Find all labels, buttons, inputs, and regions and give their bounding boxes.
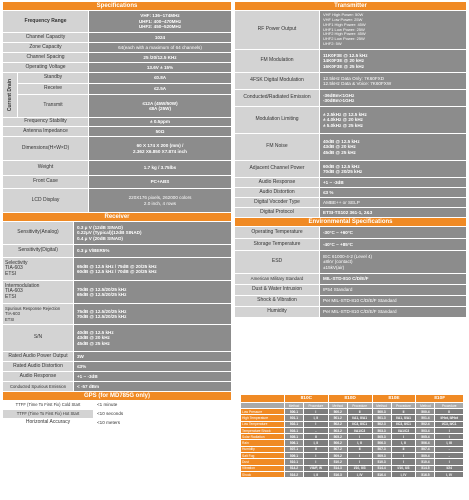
spec-label: ESD bbox=[235, 251, 319, 273]
spec-row bbox=[3, 281, 231, 303]
table-cell: 509.4 bbox=[416, 453, 435, 459]
spec-label: Sensitivity(Analog) bbox=[3, 222, 73, 244]
spec-label: TTFF (Time To First Fix) Cold Start bbox=[3, 401, 93, 409]
spec-label: Rated Audio Distortion bbox=[3, 362, 73, 371]
table-cell: I/C3, II/C1 bbox=[347, 421, 372, 427]
table-cell: I, IV bbox=[391, 471, 416, 477]
table-cell: I/Hot, II/Hot bbox=[435, 415, 464, 421]
table-cell: 502.2 bbox=[328, 421, 347, 427]
table-cell: II bbox=[304, 434, 329, 440]
table-cell: I, IV bbox=[347, 471, 372, 477]
spec-value: 60dB @ 12.5 kHz 70dB @ 20/25 kHz bbox=[320, 161, 466, 177]
spec-row bbox=[3, 222, 231, 244]
spec-label: Frequency Range bbox=[3, 11, 88, 32]
spec-row bbox=[235, 296, 466, 306]
table-cell: I, II bbox=[304, 415, 329, 421]
table-cell: 516.2 bbox=[285, 471, 304, 477]
table-cell: I bbox=[304, 453, 329, 459]
spec-value: VHF: 136~174MHz UHF1: 400~470MHz UHF2: 450~520MHz bbox=[89, 11, 231, 32]
table-cell: - bbox=[435, 453, 464, 459]
spec-label: Audio Distortion bbox=[235, 188, 319, 197]
table-cell: 507.2 bbox=[328, 446, 347, 452]
spec-value: Per MIL-STD-810 C/D/E/F Standard bbox=[320, 296, 466, 306]
spec-label: Digital Protocol bbox=[235, 208, 319, 217]
table-cell: 501.3 bbox=[372, 415, 391, 421]
table-row-label: Temperature Shock bbox=[241, 427, 285, 433]
table-column-header: 810F bbox=[416, 395, 464, 403]
spec-row bbox=[235, 107, 466, 133]
spec-label: Channel Spacing bbox=[3, 53, 88, 62]
spec-label: Zone Capacity bbox=[3, 43, 88, 52]
spec-value: 0.3 μ V (12dB SINAD) 0.22μV (Typical)(12dB SINAD) 0.4 μ V (20dB SINAD) bbox=[74, 222, 231, 244]
spec-row bbox=[235, 50, 466, 72]
spec-label: Selectivity TIA-603 ETSI bbox=[3, 258, 73, 280]
spec-row bbox=[3, 127, 231, 136]
spec-label: Humidity bbox=[235, 307, 319, 317]
table-cell: II bbox=[347, 446, 372, 452]
spec-value: AMBE++ or SELP bbox=[320, 198, 466, 207]
spec-label: Operating Temperature bbox=[235, 227, 319, 238]
spec-row bbox=[3, 382, 231, 391]
table-subheader: Procedure bbox=[435, 403, 464, 409]
table-cell: 500.2 bbox=[328, 409, 347, 415]
spec-label: Storage Temperature bbox=[235, 239, 319, 250]
spec-label: Dust & Water Intrusion bbox=[235, 285, 319, 295]
spec-row bbox=[235, 188, 466, 197]
spec-value: 75dB @ 12.5/20/25 kHz 70dB @ 12.5/20/25 kHz bbox=[74, 304, 231, 324]
table-row-label: Salt Fog bbox=[241, 453, 285, 459]
spec-label: Front Case bbox=[3, 176, 88, 188]
spec-row bbox=[235, 11, 466, 49]
spec-row bbox=[3, 410, 231, 418]
spec-value: ≤3 % bbox=[320, 188, 466, 197]
table-cell: I bbox=[435, 459, 464, 465]
spec-row bbox=[3, 43, 231, 52]
spec-row bbox=[3, 245, 231, 257]
spec-label: American Military Standard bbox=[235, 274, 319, 284]
table-cell: 514.4 bbox=[372, 465, 391, 471]
table-cell: I bbox=[347, 459, 372, 465]
transmit-value: ≤12A (45W/50W) ≤8A (25W) bbox=[89, 95, 231, 117]
spec-value: 1024 bbox=[89, 33, 231, 42]
table-cell: I/A1, II/A1 bbox=[347, 415, 372, 421]
table-cell: 516.5 bbox=[416, 471, 435, 477]
spec-label: Adjacent Channel Power bbox=[235, 161, 319, 177]
spec-label: S/N bbox=[3, 325, 73, 351]
spec-value: 50Ω bbox=[89, 127, 231, 136]
table-cell: I, III bbox=[435, 440, 464, 446]
table-cell: II bbox=[347, 409, 372, 415]
table-cell: 502.4 bbox=[416, 421, 435, 427]
table-header-row bbox=[241, 395, 464, 403]
spec-label: FM Noise bbox=[235, 134, 319, 160]
spec-label: Rated Audio Power Output bbox=[3, 352, 73, 361]
table-subheader: Method bbox=[328, 403, 347, 409]
table-cell: I bbox=[435, 434, 464, 440]
specifications-header: Specifications bbox=[3, 2, 231, 10]
spec-row bbox=[3, 189, 231, 212]
table-cell: I bbox=[435, 427, 464, 433]
table-cell: I bbox=[347, 453, 372, 459]
transmitter-header: Transmitter bbox=[235, 2, 466, 10]
table-cell: II bbox=[304, 446, 329, 452]
table-cell: 500.4 bbox=[416, 409, 435, 415]
spec-value: 60 X 174 X 200 (mm) / 2.362 X6.850 X7.874 inch bbox=[89, 137, 231, 160]
spec-row bbox=[3, 161, 231, 175]
spec-label: Spurious Response Rejection TIA-603 ETSI bbox=[3, 304, 73, 324]
table-cell: 501.1 bbox=[285, 415, 304, 421]
table-cell: 510.3 bbox=[372, 459, 391, 465]
table-cell: I bbox=[391, 434, 416, 440]
mil-std-table bbox=[240, 394, 464, 478]
spec-value: <10 meters bbox=[94, 419, 231, 427]
table-row-label: Solar Radiation bbox=[241, 434, 285, 440]
table-cell: 506.3 bbox=[372, 440, 391, 446]
left-spec-column bbox=[3, 2, 231, 428]
spec-row bbox=[235, 208, 466, 217]
spec-row bbox=[235, 285, 466, 295]
spec-row bbox=[3, 372, 231, 381]
spec-label: Weight bbox=[3, 161, 88, 175]
spec-value: 65dB @ 12.5 kHz / 75dB @ 20/25 kHz 60dB @ 12.5 kHz / 70dB @ 20/25 kHz bbox=[74, 258, 231, 280]
spec-label: Horizontal Accuracy bbox=[3, 419, 93, 427]
spec-row bbox=[3, 325, 231, 351]
table-row-label: Rain bbox=[241, 440, 285, 446]
table-cell: I/24 bbox=[435, 465, 464, 471]
table-subheader: Method bbox=[285, 403, 304, 409]
spec-value: +1 ~ -3dB bbox=[320, 178, 466, 187]
table-cell: 509.3 bbox=[372, 453, 391, 459]
table-cell: 505.4 bbox=[416, 434, 435, 440]
table-cell: 510.1 bbox=[285, 459, 304, 465]
table-cell: 503.4 bbox=[416, 427, 435, 433]
environmental-header: Environmental Specifications bbox=[235, 218, 466, 226]
receive-value: ≤2.5A bbox=[89, 84, 231, 94]
table-row-label: High Temperature bbox=[241, 415, 285, 421]
table-cell: 516.4 bbox=[372, 471, 391, 477]
spec-row bbox=[235, 251, 466, 273]
table-cell: 510.4 bbox=[416, 459, 435, 465]
spec-row bbox=[3, 401, 231, 409]
spec-value: 40dB @ 12.5 kHz 43dB @ 20 kHz 45dB @ 25 kHz bbox=[320, 134, 466, 160]
table-row-label: Low Pressure bbox=[241, 409, 285, 415]
table-cell: 501.4 bbox=[416, 415, 435, 421]
spec-row bbox=[235, 227, 466, 238]
spec-label: Shock & Vibration bbox=[235, 296, 319, 306]
spec-label: Intermodulation TIA-603 ETSI bbox=[3, 281, 73, 303]
spec-row bbox=[235, 90, 466, 106]
right-spec-column bbox=[235, 2, 466, 318]
spec-row bbox=[235, 307, 466, 317]
spec-row bbox=[235, 178, 466, 187]
table-cell: 505.3 bbox=[372, 434, 391, 440]
spec-label: Antenna Impedance bbox=[3, 127, 88, 136]
spec-row bbox=[3, 362, 231, 371]
spec-value: 220X176 pixels, 262000 colors 2.0 inch, 4 rows bbox=[89, 189, 231, 212]
spec-value: 1.7 kg / 3.75lbs bbox=[89, 161, 231, 175]
spec-row bbox=[235, 161, 466, 177]
table-cell: 507.1 bbox=[285, 446, 304, 452]
table-cell: I bbox=[304, 421, 329, 427]
spec-row bbox=[3, 33, 231, 42]
gps-header: GPS (for MD785G only) bbox=[3, 392, 231, 400]
spec-row bbox=[235, 134, 466, 160]
spec-value: IP54 Standard bbox=[320, 285, 466, 295]
table-column-header: 810C bbox=[285, 395, 329, 403]
spec-value: 64(each with a maximum of 64 channels) bbox=[89, 43, 231, 52]
spec-label: Frequency Stability bbox=[3, 118, 88, 126]
spec-row bbox=[3, 11, 231, 32]
table-cell: 506.1 bbox=[285, 440, 304, 446]
table-cell: 509.1 bbox=[285, 453, 304, 459]
spec-label: RF Power Output bbox=[235, 11, 319, 49]
spec-value: Per MIL-STD-810 C/D/E/F Standard bbox=[320, 307, 466, 317]
table-cell: I/10, II/3 bbox=[347, 465, 372, 471]
table-cell: I bbox=[391, 453, 416, 459]
standby-value: ≤0.8A bbox=[89, 73, 231, 83]
table-cell: II bbox=[391, 409, 416, 415]
table-row-label: Humidity bbox=[241, 446, 285, 452]
table-subheader: Method bbox=[372, 403, 391, 409]
table-cell: I/C3, II/C1 bbox=[435, 421, 464, 427]
spec-label: Digital Vocoder Type bbox=[235, 198, 319, 207]
spec-label: 4FSK Digital Modulation bbox=[235, 73, 319, 89]
table-cell: 507.4 bbox=[416, 446, 435, 452]
receive-label: Receive bbox=[18, 84, 88, 94]
table-cell: I, IV bbox=[435, 471, 464, 477]
spec-row bbox=[3, 352, 231, 361]
table-cell: I bbox=[304, 409, 329, 415]
spec-label: Operating Voltage bbox=[3, 63, 88, 72]
spec-label: TTFF (Time To First Fix) Hot Start bbox=[3, 410, 93, 418]
spec-row bbox=[235, 239, 466, 250]
spec-label: Audio Response bbox=[235, 178, 319, 187]
spec-value: 0.3 μ V/BER5% bbox=[74, 245, 231, 257]
table-cell: VIII/F, W bbox=[304, 465, 329, 471]
spec-label: Modulation Limiting bbox=[235, 107, 319, 133]
table-cell: 502.3 bbox=[372, 421, 391, 427]
spec-value: 3W bbox=[74, 352, 231, 361]
table-subheader: Method bbox=[416, 403, 435, 409]
table-cell: II bbox=[391, 446, 416, 452]
table-cell: 514.5 bbox=[416, 465, 435, 471]
spec-value: 12.5kHz Data Only: 7K60FXD 12.5kHz Data & Voice: 7K60FXW bbox=[320, 73, 466, 89]
table-subheader: Procedure bbox=[304, 403, 329, 409]
table-row bbox=[241, 471, 464, 477]
spec-value: 70dB @ 12.5/20/25 kHz 65dB @ 12.5/20/25 kHz bbox=[74, 281, 231, 303]
table-corner-cell bbox=[241, 395, 285, 403]
spec-value: <1 minute bbox=[94, 401, 231, 409]
standby-label: Standby bbox=[18, 73, 88, 83]
table-cell: 514.3 bbox=[328, 465, 347, 471]
spec-row bbox=[3, 53, 231, 62]
spec-row bbox=[235, 198, 466, 207]
spec-value: MIL-STD-810 C/D/E/F bbox=[320, 274, 466, 284]
table-cell: 500.1 bbox=[285, 409, 304, 415]
spec-row bbox=[3, 176, 231, 188]
spec-label: Conducted/Radiated Emission bbox=[235, 90, 319, 106]
table-cell: I bbox=[347, 434, 372, 440]
table-cell: I, II bbox=[347, 440, 372, 446]
spec-label: Sensitivity(Digital) bbox=[3, 245, 73, 257]
table-cell: - bbox=[304, 427, 329, 433]
spec-label: FM Modulation bbox=[235, 50, 319, 72]
spec-value: < -57 dBm bbox=[74, 382, 231, 391]
table-cell: 506.2 bbox=[328, 440, 347, 446]
table-cell: I/A1, II/A1 bbox=[391, 415, 416, 421]
table-cell: 503.3 bbox=[372, 427, 391, 433]
spec-value: VHF High Power: 50W VHF Low Power: 25W UHF1 High Power: 45W UHF1 Low Power: 25W UHF2 High Power: 45W UHF2 Low Power: 25W UHF2: 5W bbox=[320, 11, 466, 49]
spec-value: -30°C ~ +60°C bbox=[320, 227, 466, 238]
table-cell: 501.2 bbox=[328, 415, 347, 421]
table-column-header: 810E bbox=[372, 395, 416, 403]
current-drain-group bbox=[3, 73, 231, 117]
table-cell: 514.2 bbox=[285, 465, 304, 471]
spec-row bbox=[3, 258, 231, 280]
spec-label: Dimensions(H×W×D) bbox=[3, 137, 88, 160]
spec-row bbox=[3, 419, 231, 427]
spec-value: ETSI-TS102 361-1, 2&3 bbox=[320, 208, 466, 217]
spec-value: PC+ABS bbox=[89, 176, 231, 188]
table-cell: 506.4 bbox=[416, 440, 435, 446]
spec-value: IEC 61000-4-2 (Level 4) ±8kV (contact) ±15kV(air) bbox=[320, 251, 466, 273]
table-row-label: Dust bbox=[241, 459, 285, 465]
spec-value: -36dBm<1GHz -30dBm>1GHz bbox=[320, 90, 466, 106]
table-cell: I, II bbox=[391, 440, 416, 446]
spec-label: Conducted Spurious Emission bbox=[3, 382, 73, 391]
table-cell: I/A1/C3 bbox=[391, 427, 416, 433]
spec-row bbox=[3, 304, 231, 324]
spec-value: ± 0.5ppm bbox=[89, 118, 231, 126]
spec-row bbox=[235, 274, 466, 284]
table-cell: 507.3 bbox=[372, 446, 391, 452]
receiver-header: Receiver bbox=[3, 213, 231, 221]
table-cell: I, II bbox=[304, 471, 329, 477]
table-cell: I/10, II/3 bbox=[391, 465, 416, 471]
table-subheader: Procedure bbox=[347, 403, 372, 409]
table-row-label: Vibration bbox=[241, 465, 285, 471]
table-cell: - bbox=[435, 446, 464, 452]
table-cell: 500.3 bbox=[372, 409, 391, 415]
spec-value: +1 ~ -3dB bbox=[74, 372, 231, 381]
table-cell: 502.1 bbox=[285, 421, 304, 427]
spec-value: <10 seconds bbox=[94, 410, 231, 418]
spec-value: 40dB @ 12.5 kHz 43dB @ 20 kHz 45dB @ 25 kHz bbox=[74, 325, 231, 351]
table-cell: I bbox=[304, 459, 329, 465]
transmit-label: Transmit bbox=[18, 95, 88, 117]
spec-row bbox=[235, 73, 466, 89]
spec-value: 11K0F3E @ 12.5 kHz 14K0F3E @ 20 kHz 16K0F3E @ 25 kHz bbox=[320, 50, 466, 72]
spec-label: Channel Capacity bbox=[3, 33, 88, 42]
spec-row bbox=[3, 137, 231, 160]
table-cell: I/A1/C3 bbox=[347, 427, 372, 433]
table-cell: I/C3, II/C1 bbox=[391, 421, 416, 427]
table-cell: 503.1 bbox=[285, 427, 304, 433]
table-cell: 503.2 bbox=[328, 427, 347, 433]
table-cell: I bbox=[391, 459, 416, 465]
table-cell: 516.3 bbox=[328, 471, 347, 477]
spec-value: 25 /20/12.5 KHz bbox=[89, 53, 231, 62]
table-cell: I, II bbox=[304, 440, 329, 446]
spec-value: ± 2.5kHz @ 12.5 kHz ± 4.0kHz @ 20 kHz ± 5.0kHz @ 25 kHz bbox=[320, 107, 466, 133]
table-cell: 509.2 bbox=[328, 453, 347, 459]
spec-value: ≤3% bbox=[74, 362, 231, 371]
table-row-label: Low Temperature bbox=[241, 421, 285, 427]
spec-row bbox=[3, 63, 231, 72]
spec-label: LCD Display bbox=[3, 189, 88, 212]
table-cell: 505.2 bbox=[328, 434, 347, 440]
table-cell: II bbox=[435, 409, 464, 415]
table-cell: 505.1 bbox=[285, 434, 304, 440]
table-subheader: Procedure bbox=[391, 403, 416, 409]
spec-value: 13.6V ± 15% bbox=[89, 63, 231, 72]
spec-value: -40°C ~ +85°C bbox=[320, 239, 466, 250]
current-drain-label: Current Drain bbox=[3, 73, 17, 117]
table-cell: 510.2 bbox=[328, 459, 347, 465]
spec-row bbox=[3, 118, 231, 126]
table-row-label: Shock bbox=[241, 471, 285, 477]
table-column-header: 810D bbox=[328, 395, 372, 403]
spec-label: Audio Response bbox=[3, 372, 73, 381]
